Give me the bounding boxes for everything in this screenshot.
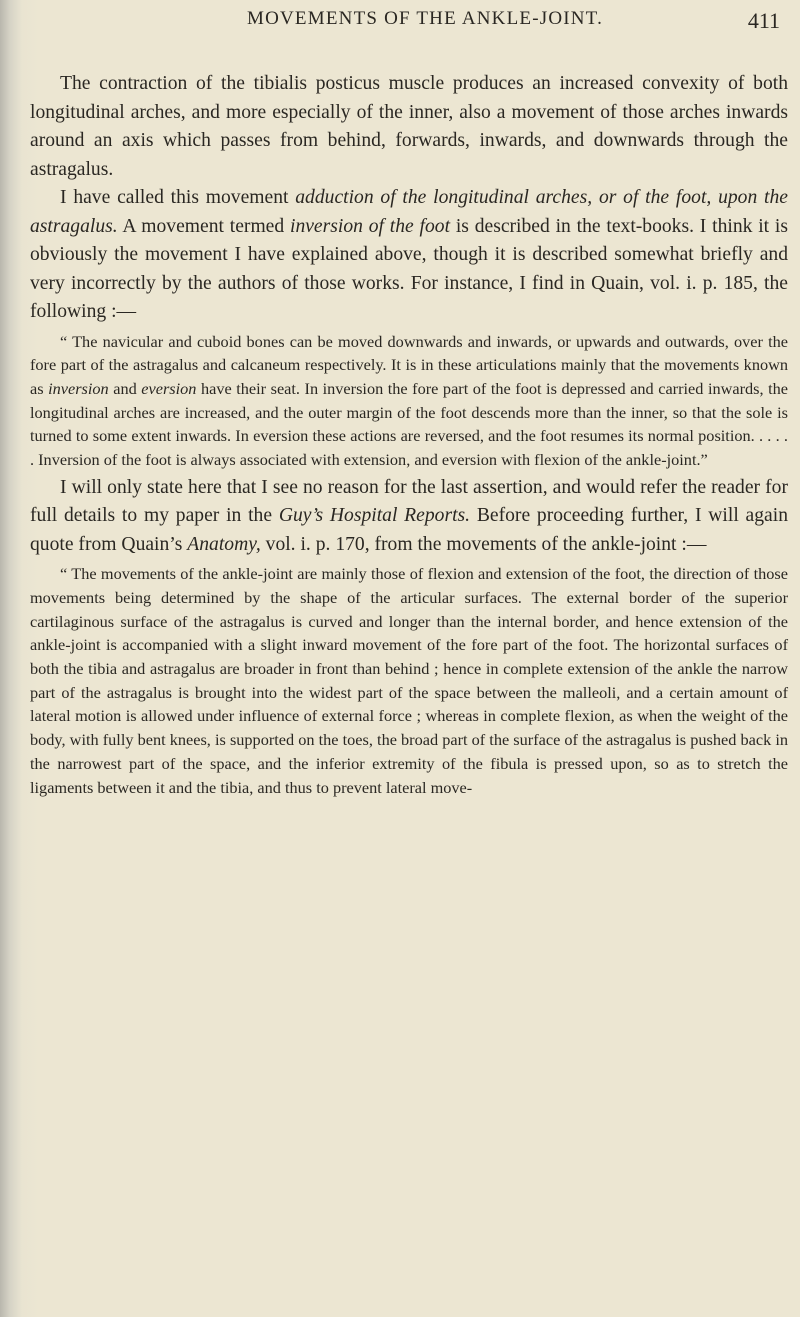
- block-quote-1: [30, 330, 788, 472]
- paragraph-1: The contraction of the tibialis posticus muscle produces an increased convexity of both longitudinal arches, and more especially of the inner, also a movement of those arches inwards around an axis which passes from behind, forwards, inwards, and downwards through the astragalus.: [30, 73, 788, 180]
- quote-1-italic-eversion: eversion: [141, 378, 197, 398]
- quote-1-text-e: have their seat. In inversion the fore part of the foot is depressed and carried inwards, the longitudinal arches are increased, and the outer margin of the foot descends more than the inner, so that the sole is turned to some extent inwards. In eversion these actions are reversed, and the foot resumes its normal position. . . . . . Inversion of the foot is always associated with extension, and eversion with flexion of the ankle-joint.”: [30, 378, 788, 470]
- running-title: MOVEMENTS OF THE ANKLE-JOINT.: [247, 8, 604, 29]
- paragraph-2-text-c: A movement termed: [117, 215, 290, 237]
- block-quote-2: “ The movements of the ankle-joint are mainly those of flexion and extension of the foot, the direction of those movements being determined by the shape of the articular surfaces. The external border of the superior cartilaginous surface of the astragalus is curved and longer than the internal border, and hence extension of the ankle-joint is accompanied with a slight inward movement of the fore part of the foot. The horizontal surfaces of both the tibia and astragalus are broader in front than behind ; hence in complete extension of the ankle the narrow part of the astragalus is brought into the widest part of the space between the malleoli, and a certain amount of lateral motion is allowed under influence of external force ; whereas in complete flexion, as when the weight of the body, with fully bent knees, is supported on the toes, the broad part of the surface of the astragalus is pushed back in the narrowest part of the space, and the inferior extremity of the fibula is pressed upon, so as to stretch the ligaments between it and the tibia, and thus to prevent lateral move-: [30, 564, 788, 797]
- body-text: [30, 70, 788, 799]
- running-head: [0, 8, 800, 48]
- paragraph-3-italic-guys-reports: Guy’s Hospital Reports.: [278, 505, 471, 527]
- paragraph-2-text-e: is described in the text-books. I think it is obviously the movement I have explained above, though it is described somewhat briefly and very incorrectly by the authors of those works. For instance, I find in Quain, vol. i. p. 185, the following :—: [30, 215, 788, 322]
- paragraph-2-text-a: I have called this movement: [60, 187, 296, 208]
- quote-1-text-c: and: [108, 378, 142, 398]
- quote-1-text-a: “ The navicular and cuboid bones can be moved downwards and inwards, or upwards and outwards, over the fore part of the astragalus and calcaneum respectively. It is in these articulations mainly that the movements known as: [30, 331, 788, 398]
- paragraph-3-text-e: vol. i. p. 170, from the movements of the ankle-joint :—: [260, 533, 707, 555]
- paragraph-3: [30, 474, 788, 560]
- paragraph-3-text-c: Before proceeding further, I will again quote from Quain’s: [30, 505, 788, 555]
- paragraph-3-text-a: I will only state here that I see no reason for the last assertion, and would refer the reader for full details to my paper in the: [30, 476, 788, 527]
- quote-1-italic-inversion: inversion: [48, 378, 109, 398]
- paragraph-2-italic-inversion: inversion of the foot: [290, 215, 451, 237]
- paragraph-2: [30, 184, 788, 327]
- paragraph-3-italic-anatomy: Anatomy,: [187, 533, 261, 555]
- paragraph-2-italic-adduction: adduction of the longitudinal arches, or of the foot, upon the astragalus.: [30, 187, 788, 237]
- page-number: 411: [747, 8, 780, 33]
